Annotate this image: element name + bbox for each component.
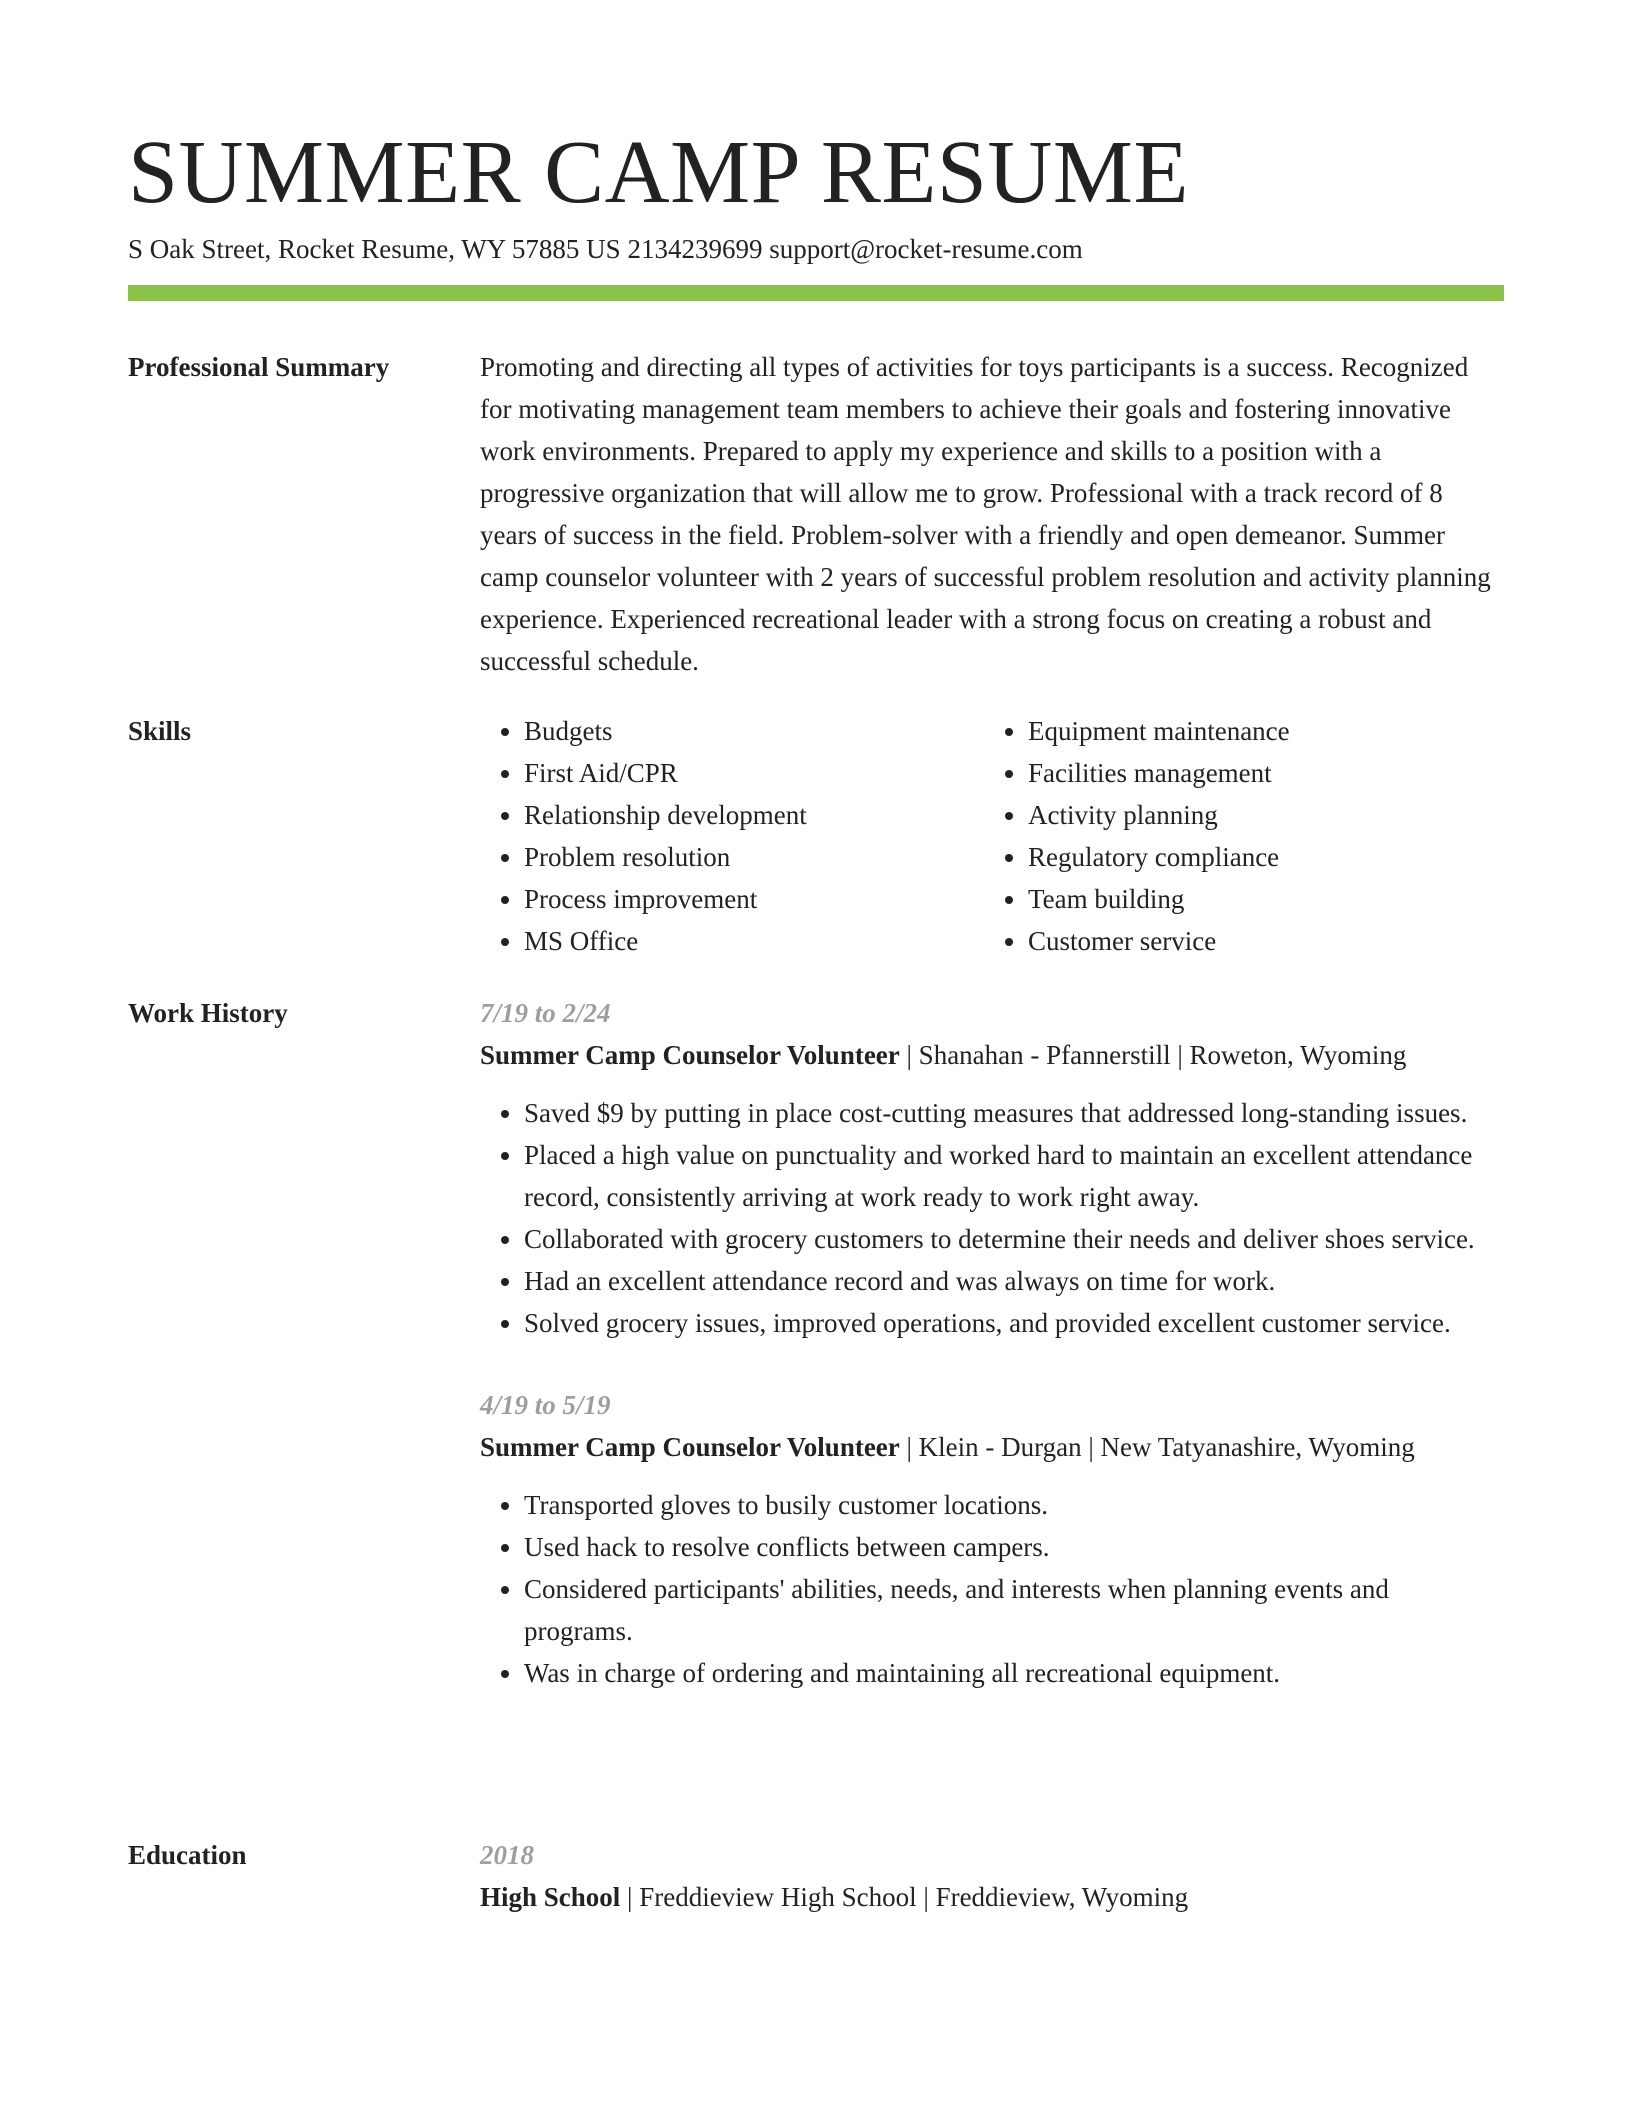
job-date: 4/19 to 5/19 bbox=[480, 1390, 611, 1420]
job-title: Summer Camp Counselor Volunteer bbox=[480, 1040, 900, 1070]
job-bullet-list bbox=[480, 1484, 1504, 1694]
contact-line: S Oak Street, Rocket Resume, WY 57885 US 2134239699 support@rocket-resume.com bbox=[128, 234, 1083, 264]
job-employer-location: | Klein - Durgan | New Tatyanashire, Wyoming bbox=[899, 1432, 1415, 1462]
skill-item: • Customer service bbox=[1028, 920, 1488, 962]
job-title: Summer Camp Counselor Volunteer bbox=[480, 1432, 900, 1462]
work-history-heading: Work History bbox=[128, 998, 288, 1028]
skill-item: • Activity planning bbox=[1028, 794, 1488, 836]
education-degree: High School bbox=[480, 1882, 621, 1912]
skills-grid bbox=[480, 710, 1504, 962]
education-date: 2018 bbox=[480, 1840, 534, 1870]
education-school-location: | Freddieview High School | Freddieview, Wyoming bbox=[620, 1882, 1189, 1912]
resume-title: SUMMER CAMP RESUME bbox=[128, 123, 1189, 222]
skill-item: • Regulatory compliance bbox=[1028, 836, 1488, 878]
skills-column-right bbox=[984, 710, 1488, 962]
header-divider bbox=[128, 285, 1504, 301]
skill-item: • MS Office bbox=[524, 920, 984, 962]
skill-item: • First Aid/CPR bbox=[524, 752, 984, 794]
skills-column-left bbox=[480, 710, 984, 962]
job-bullet: • Solved grocery issues, improved operations, and provided excellent customer service. bbox=[524, 1302, 1504, 1344]
education-heading-line bbox=[480, 1876, 1504, 1918]
skill-item: • Team building bbox=[1028, 878, 1488, 920]
skill-item: • Relationship development bbox=[524, 794, 984, 836]
job-entry bbox=[480, 1384, 1504, 1694]
job-bullet: • Used hack to resolve conflicts between campers. bbox=[524, 1526, 1504, 1568]
job-bullet: • Transported gloves to busily customer locations. bbox=[524, 1484, 1504, 1526]
job-bullet: • Collaborated with grocery customers to determine their needs and deliver shoes service. bbox=[524, 1218, 1504, 1260]
job-bullet: • Was in charge of ordering and maintaining all recreational equipment. bbox=[524, 1652, 1504, 1694]
job-bullet: • Considered participants' abilities, needs, and interests when planning events and programs. bbox=[524, 1568, 1504, 1652]
job-heading bbox=[480, 1034, 1504, 1076]
job-employer-location: | Shanahan - Pfannerstill | Roweton, Wyoming bbox=[899, 1040, 1407, 1070]
skills-heading: Skills bbox=[128, 716, 192, 746]
skill-item: • Facilities management bbox=[1028, 752, 1488, 794]
summary-heading: Professional Summary bbox=[128, 352, 390, 382]
job-bullet: • Saved $9 by putting in place cost-cutting measures that addressed long-standing issues. bbox=[524, 1092, 1504, 1134]
job-date: 7/19 to 2/24 bbox=[480, 998, 611, 1028]
education-heading: Education bbox=[128, 1840, 247, 1870]
job-bullet: • Had an excellent attendance record and was always on time for work. bbox=[524, 1260, 1504, 1302]
skill-item: • Budgets bbox=[524, 710, 984, 752]
job-bullet-list bbox=[480, 1092, 1504, 1344]
skill-item: • Process improvement bbox=[524, 878, 984, 920]
job-entry bbox=[480, 992, 1504, 1344]
job-heading bbox=[480, 1426, 1504, 1468]
skill-item: • Problem resolution bbox=[524, 836, 984, 878]
job-bullet: • Placed a high value on punctuality and worked hard to maintain an excellent attendance record, consistently arriving at work ready to work right away. bbox=[524, 1134, 1504, 1218]
skill-item: • Equipment maintenance bbox=[1028, 710, 1488, 752]
summary-text: Promoting and directing all types of activities for toys participants is a success. Recognized for motivating management team members to achieve their goals and fostering innovative work environments. Prepared to apply my experience and skills to a position with a progressive organization that will allow me to grow. Professional with a track record of 8 years of success in the field. Problem-solver with a friendly and open demeanor. Summer camp counselor volunteer with 2 years of successful problem resolution and activity planning experience. Experienced recreational leader with a strong focus on creating a robust and successful schedule. bbox=[480, 352, 1491, 676]
